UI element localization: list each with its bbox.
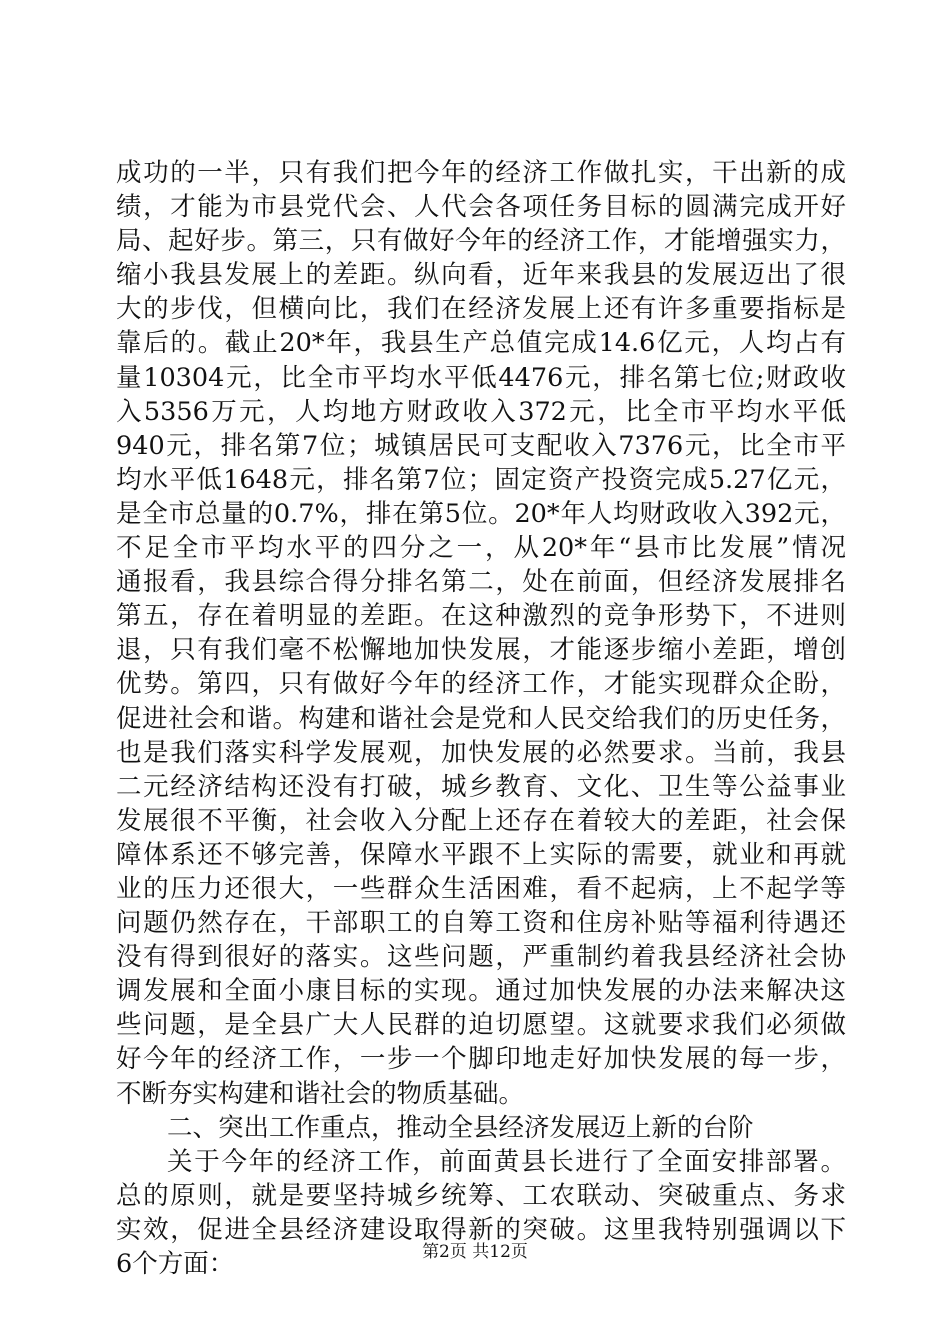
page-number-label: 第2页 共12页 [422,1242,528,1262]
text-line: 业的压力还很大，一些群众生活困难，看不起病，上不起学等 [116,873,846,904]
text-line: 好今年的经济工作，一步一个脚印地走好加快发展的每一步， [116,1044,846,1075]
text-line: 940元，排名第7位；城镇居民可支配收入7376元，比全市平 [116,430,846,461]
text-line: 通报看，我县综合得分排名第二，处在前面，但经济发展排名 [116,567,846,598]
text-line: 第五，存在着明显的差距。在这种激烈的竞争形势下，不进则 [116,601,846,632]
text-line: 也是我们落实科学发展观，加快发展的必然要求。当前，我县 [116,737,846,768]
text-line: 二元经济结构还没有打破，城乡教育、文化、卫生等公益事业 [116,771,846,802]
text-line: 量10304元，比全市平均水平低4476元，排名第七位;财政收 [116,362,846,393]
text-line: 问题仍然存在，干部职工的自筹工资和住房补贴等福利待遇还 [116,908,846,939]
text-line: 绩，才能为市县党代会、人代会各项任务目标的圆满完成开好 [116,192,846,223]
text-line: 是全市总量的0.7%，排在第5位。20*年人均财政收入392元， [116,498,846,529]
text-line: 局、起好步。第三，只有做好今年的经济工作，才能增强实力， [116,226,846,257]
text-line: 退，只有我们毫不松懈地加快发展，才能逐步缩小差距，增创 [116,635,846,666]
text-line: 均水平低1648元，排名第7位；固定资产投资完成5.27亿元， [116,464,846,495]
text-line: 6个方面： [116,1249,235,1279]
text-line: 缩小我县发展上的差距。纵向看，近年来我县的发展迈出了很 [116,260,846,291]
text-line: 不断夯实构建和谐社会的物质基础。 [116,1078,525,1109]
text-line: 入5356万元，人均地方财政收入372元，比全市平均水平低 [116,396,846,427]
text-line: 不足全市平均水平的四分之一，从20*年“县市比发展”情况 [116,533,846,564]
text-line: 没有得到很好的落实。这些问题，严重制约着我县经济社会协 [116,942,846,973]
text-line: 成功的一半，只有我们把今年的经济工作做扎实，干出新的成 [116,158,846,188]
text-line: 大的步伐，但横向比，我们在经济发展上还有许多重要指标是 [116,294,846,325]
text-line: 发展很不平衡，社会收入分配上还存在着较大的差距，社会保 [116,805,846,836]
text-line: 实效，促进全县经济建设取得新的突破。这里我特别强调以下 [116,1214,846,1245]
text-line: 障体系还不够完善，保障水平跟不上实际的需要，就业和再就 [116,839,846,870]
section-heading: 二、突出工作重点，推动全县经济发展迈上新的台阶 [167,1112,754,1143]
text-line: 调发展和全面小康目标的实现。通过加快发展的办法来解决这 [116,976,846,1007]
body-text [116,156,846,1281]
text-line: 靠后的。截止20*年，我县生产总值完成14.6亿元，人均占有 [116,328,846,359]
text-line: 优势。第四，只有做好今年的经济工作，才能实现群众企盼， [116,669,846,700]
page-footer [0,1242,950,1262]
text-line: 些问题，是全县广大人民群的迫切愿望。这就要求我们必须做 [116,1010,846,1041]
text-line: 总的原则，就是要坚持城乡统筹、工农联动、突破重点、务求 [116,1180,846,1211]
text-line: 促进社会和谐。构建和谐社会是党和人民交给我们的历史任务， [116,703,846,734]
text-line: 关于今年的经济工作，前面黄县长进行了全面安排部署。 [167,1146,846,1177]
